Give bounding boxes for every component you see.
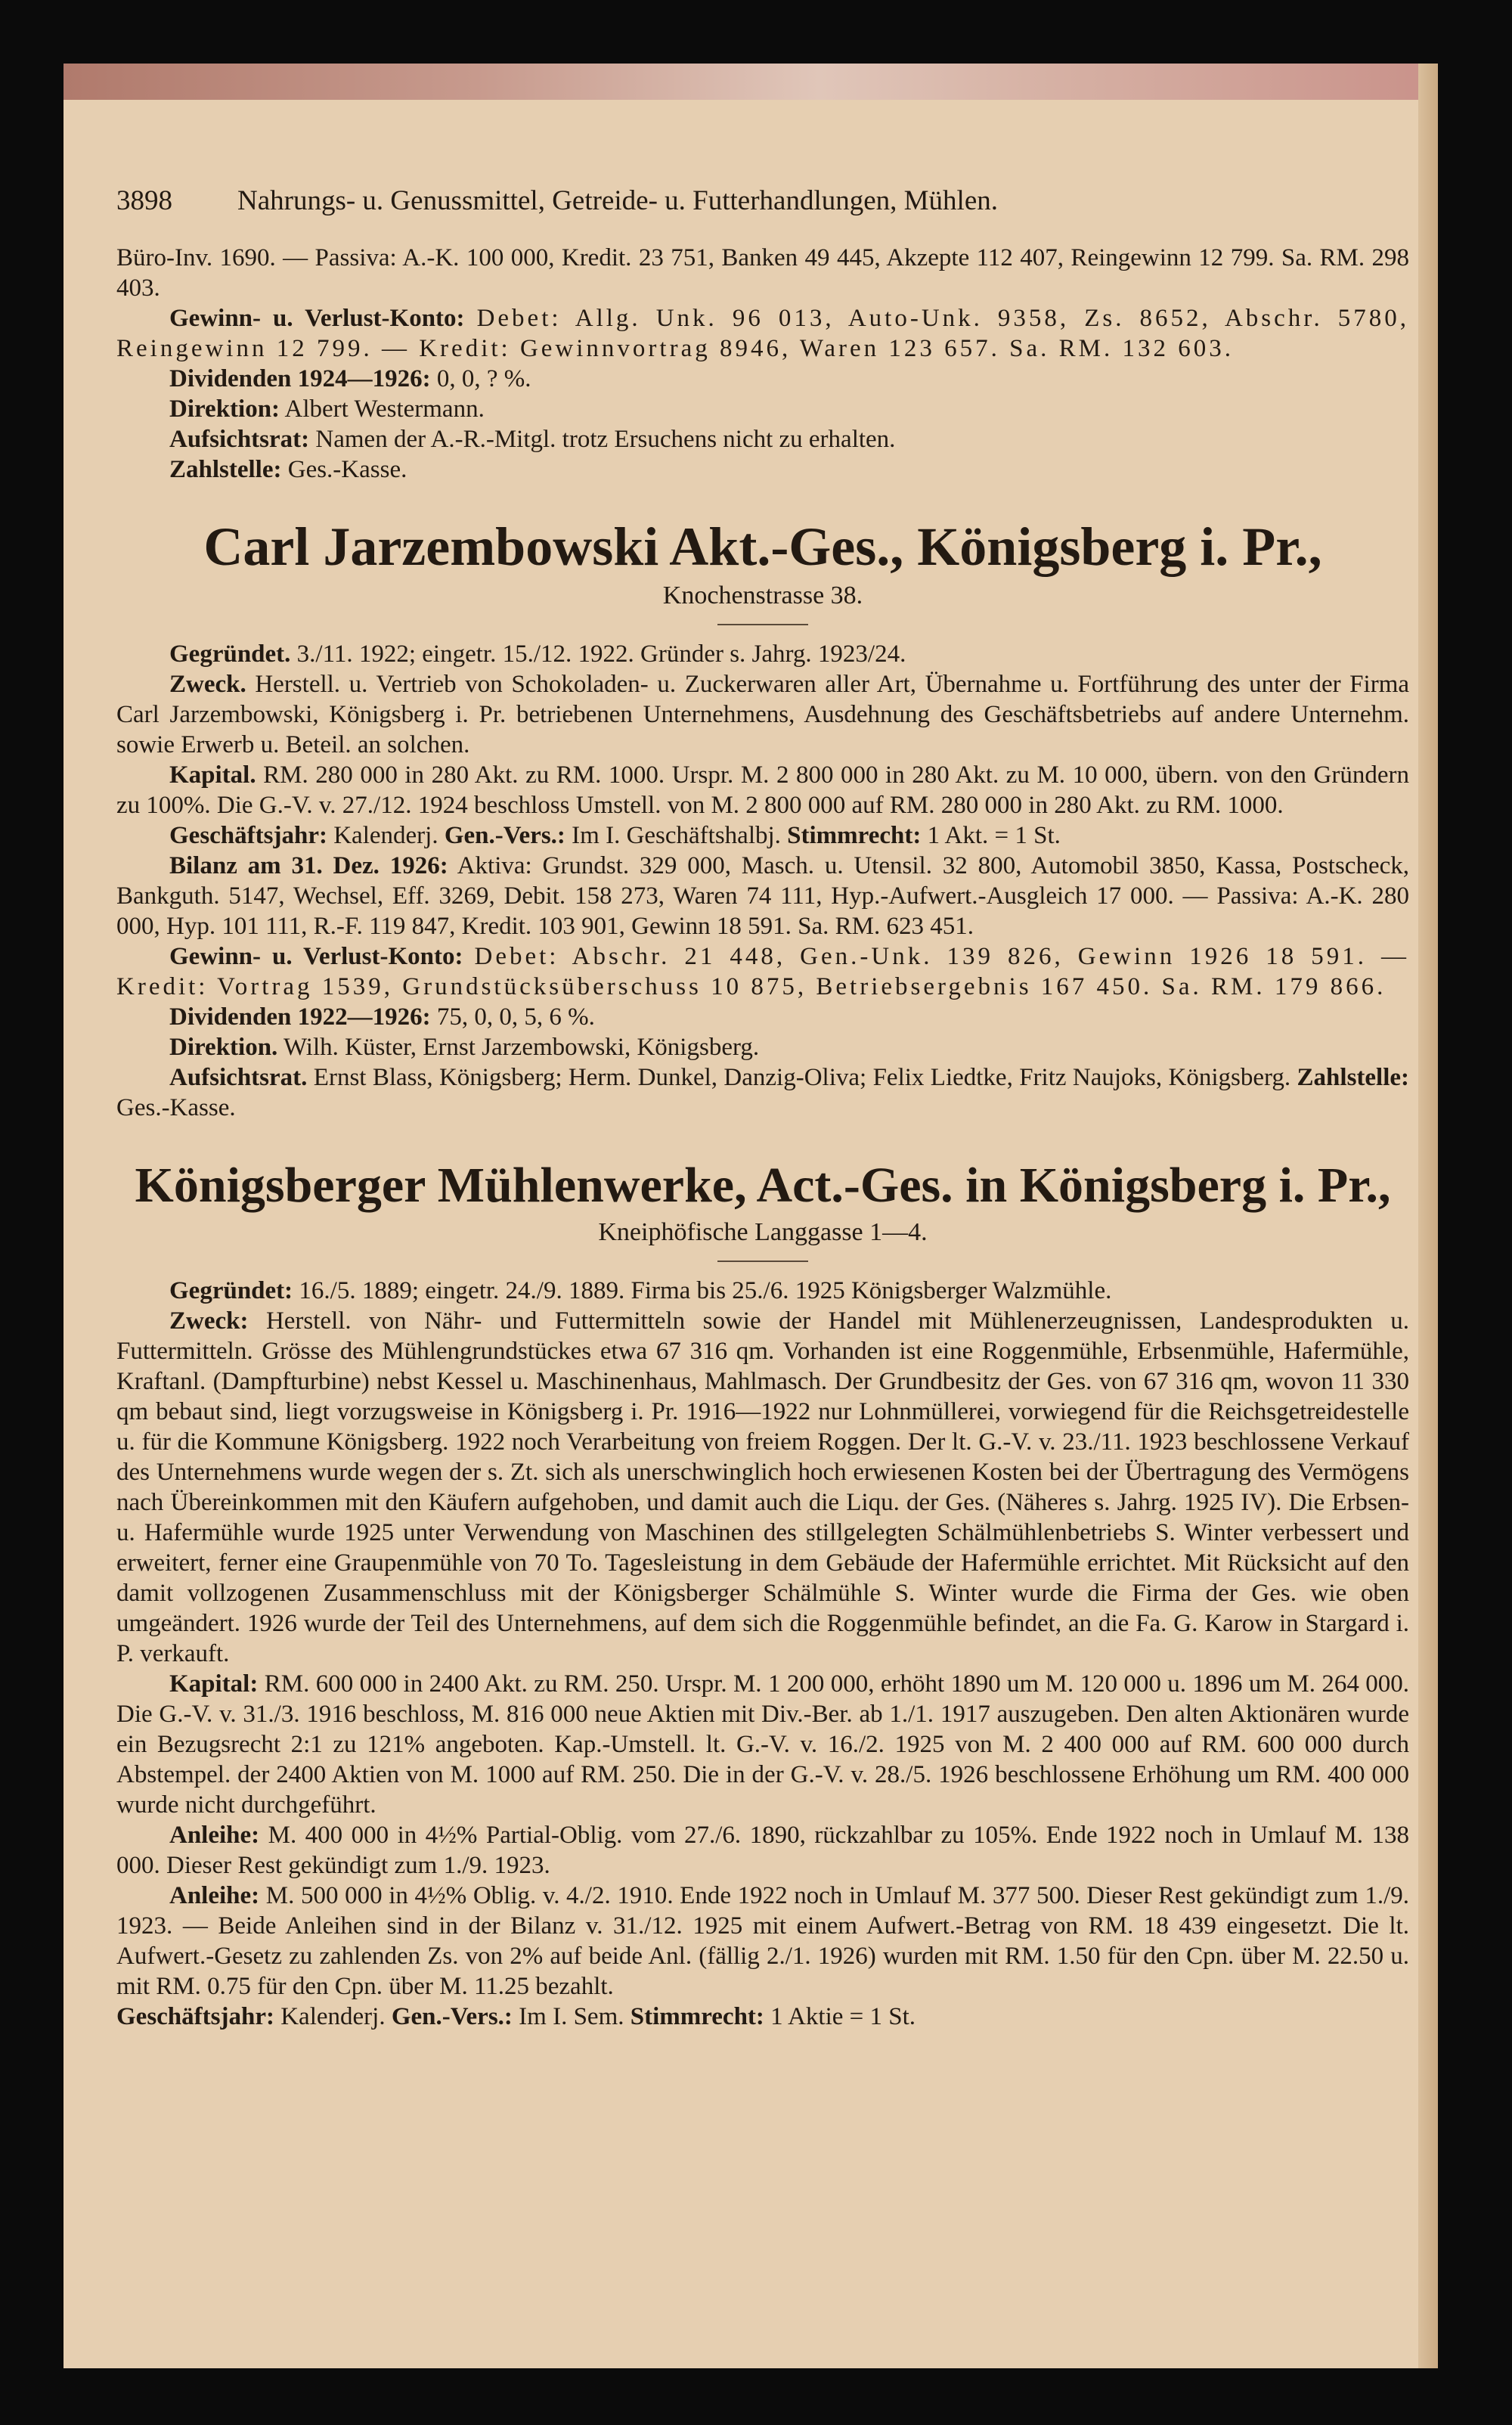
direktion-paragraph <box>116 394 1409 424</box>
guv-text: Debet: Abschr. 21 448, Gen.-Unk. 139 826, Gewinn 1926 18 591. — Kredit: Vortrag 1539, Grundstücksüberschuss 10 875, Betriebsergebnis 167 450. Sa. RM. 179 866. <box>116 943 1409 1000</box>
geschaeftsjahr-paragraph <box>116 2002 1409 2032</box>
intro-entry <box>116 243 1409 485</box>
aufsichtsrat-paragraph <box>116 424 1409 454</box>
company-title: Königsberger Mühlenwerke, Act.-Ges. in Königsberg i. Pr., <box>135 1158 1391 1213</box>
direktion-text: Albert Westermann. <box>284 395 485 423</box>
dividenden-label: Dividenden 1924—1926: <box>169 365 431 392</box>
geschaeftsjahr-label: Geschäftsjahr: <box>169 822 327 849</box>
address-rule <box>717 1261 808 1262</box>
aufsichtsrat-label: Aufsichtsrat. <box>169 1064 308 1091</box>
company-entry-muehlenwerke <box>116 1156 1409 2032</box>
running-title: Nahrungs- u. Genussmittel, Getreide- u. Futterhandlungen, Mühlen. <box>237 185 998 216</box>
book-spine-edge <box>1418 64 1438 2368</box>
geschaeftsjahr-label: Geschäftsjahr: <box>116 2003 274 2030</box>
zweck-paragraph <box>116 669 1409 760</box>
guv-paragraph <box>116 941 1409 1002</box>
company-address: Knochenstrasse 38. <box>662 581 863 609</box>
zweck-label: Zweck. <box>169 671 246 698</box>
guv-label: Gewinn- u. Verlust-Konto: <box>169 943 463 970</box>
kapital-paragraph <box>116 760 1409 820</box>
page-number: 3898 <box>116 185 172 216</box>
dividenden-text: 75, 0, 0, 5, 6 %. <box>436 1003 595 1031</box>
geschaeftsjahr-paragraph <box>116 820 1409 851</box>
stimmrecht-text: 1 Akt. = 1 St. <box>927 822 1061 849</box>
direktion-text: Wilh. Küster, Ernst Jarzembowski, Königsberg. <box>283 1034 760 1061</box>
direktion-label: Direktion. <box>169 1034 278 1061</box>
kapital-label: Kapital: <box>169 1670 259 1698</box>
kapital-text: RM. 600 000 in 2400 Akt. zu RM. 250. Urspr. M. 1 200 000, erhöht 1890 um M. 120 000 u. 1896 um M. 264 000. Die G.-V. v. 31./3. 1916 beschloss, M. 816 000 neue Aktien mit Div.-Ber. ab 1./1. 1917 auszugeben. Den alten Aktionären wurde ein Bezugsrecht 2:1 zu 121% angeboten. Kap.-Umstell. lt. G.-V. v. 16./2. 1925 von M. 2 400 000 auf RM. 600 000 durch Abstempel. der 2400 Aktien von M. 1000 auf RM. 250. Die in der G.-V. v. 28./5. 1926 beschlossene Erhöhung um RM. 400 000 wurde nicht durchgeführt. <box>116 1670 1410 1819</box>
company-entry-jarzembowski <box>116 515 1409 1123</box>
bilanz-text: Aktiva: Grundst. 329 000, Masch. u. Utensil. 32 800, Automobil 3850, Kassa, Postscheck, Bankguth. 5147, Wechsel, Eff. 3269, Debit. 158 273, Waren 74 111, Hyp.-Aufwert.-Ausgleich 17 000. — Passiva: A.-K. 280 000, Hyp. 101 111, R.-F. 119 847, Kredit. 103 901, Gewinn 18 591. Sa. RM. 623 451. <box>116 852 1410 940</box>
gv-konto-paragraph <box>116 303 1409 364</box>
kapital-text: RM. 280 000 in 280 Akt. zu RM. 1000. Urspr. M. 2 800 000 in 280 Akt. zu M. 10 000, übern. von den Gründern zu 100%. Die G.-V. v. 27./12. 1924 beschloss Umstell. von M. 2 800 000 auf RM. 280 000 in 280 Akt. zu RM. 1000. <box>116 761 1410 819</box>
zahlstelle-paragraph <box>116 454 1409 485</box>
stimmrecht-label: Stimmrecht: <box>630 2003 764 2030</box>
kapital-label: Kapital. <box>169 761 256 789</box>
page-content <box>116 185 1409 2032</box>
zweck-paragraph <box>116 1306 1409 1669</box>
anleihe-2-label: Anleihe: <box>169 1882 260 1909</box>
bilanz-continuation: Büro-Inv. 1690. — Passiva: A.-K. 100 000, Kredit. 23 751, Banken 49 445, Akzepte 112 407, Reingewinn 12 799. Sa. RM. 298 403. <box>116 244 1409 302</box>
zweck-text: Herstell. u. Vertrieb von Schokoladen- u. Zuckerwaren aller Art, Übernahme u. Fortführung des unter der Firma Carl Jarzembowski, Königsberg i. Pr. betriebenen Unternehmens, Ausdehnung des Geschäftsbetriebs auf andere Unternehm. sowie Erwerb u. Beteil. an solchen. <box>116 671 1410 758</box>
zweck-label: Zweck: <box>169 1307 249 1335</box>
dividenden-text: 0, 0, ? %. <box>436 365 531 392</box>
zahlstelle-label: Zahlstelle: <box>1297 1064 1410 1091</box>
gegruendet-paragraph <box>116 1276 1409 1306</box>
company-title: Carl Jarzembowski Akt.-Ges., Königsberg i. Pr., <box>203 516 1322 577</box>
zahlstelle-text: Ges.-Kasse. <box>287 456 407 483</box>
page-edge-strip <box>64 64 1438 100</box>
gegruendet-text: 3./11. 1922; eingetr. 15./12. 1922. Gründer s. Jahrg. 1923/24. <box>296 640 906 668</box>
scanned-page <box>64 64 1438 2368</box>
direktion-label: Direktion: <box>169 395 280 423</box>
geschaeftsjahr-text: Kalenderj. <box>280 2003 386 2030</box>
running-header <box>116 185 1409 217</box>
gegruendet-paragraph <box>116 639 1409 669</box>
geschaeftsjahr-text: Kalenderj. <box>333 822 438 849</box>
gen-vers-label: Gen.-Vers.: <box>391 2003 513 2030</box>
company-address: Kneiphöfische Langgasse 1—4. <box>598 1218 928 1246</box>
dividenden-paragraph <box>116 1002 1409 1032</box>
kapital-paragraph <box>116 1669 1409 1820</box>
zweck-text: Herstell. von Nähr- und Futtermitteln sowie der Handel mit Mühlenerzeugnissen, Landesprodukten u. Futtermitteln. Grösse des Mühlengrundstückes etwa 67 316 qm. Vorhanden ist eine Roggenmühle, Erbsenmühle, Hafermühle, Kraftanl. (Dampfturbine) nebst Kessel u. Maschinenhaus, Mahlmasch. Der Grundbesitz der Ges. von 67 316 qm, wovon 11 330 qm bebaut sind, liegt vorzugsweise in Königsberg i. Pr. 1916—1922 nur Lohnmüllerei, vorwiegend für die Reichsgetreidestelle u. für die Kommune Königsberg. 1922 noch Verarbeitung von freiem Roggen. Der lt. G.-V. v. 23./11. 1923 beschlossene Verkauf des Unternehmens wurde wegen der s. Zt. sich als unerschwinglich hoch erwiesenen Kosten bei der Übertragung des Vermögens nach Übereinkommen mit den Käufern aufgehoben, und damit auch die Liqu. der Ges. (Näheres s. Jahrg. 1925 IV). Die Erbsen- u. Hafermühle wurde 1925 unter Verwendung von Maschinen des stillgelegten Schälmühlenbetriebs S. Winter verbessert und erweitert, ferner eine Graupenmühle von 70 To. Tagesleistung in dem Gebäude der Hafermühle errichtet. Mit Rücksicht auf den damit vollzogenen Zusammenschluss mit der Königsberger Schälmühle S. Winter wurde die Firma der Ges. wie oben umgeändert. 1926 wurde der Teil des Unternehmens, auf dem sich die Roggenmühle befindet, an die Fa. G. Karow in Stargard i. P. verkauft. <box>116 1307 1410 1667</box>
gegruendet-text: 16./5. 1889; eingetr. 24./9. 1889. Firma bis 25./6. 1925 Königsberger Walzmühle. <box>299 1277 1112 1304</box>
address-rule <box>717 624 808 625</box>
dividenden-paragraph <box>116 364 1409 394</box>
dividenden-label: Dividenden 1922—1926: <box>169 1003 431 1031</box>
gegruendet-label: Gegründet: <box>169 1277 293 1304</box>
aufsichtsrat-paragraph <box>116 1062 1409 1123</box>
anleihe-1-text: M. 400 000 in 4½% Partial-Oblig. vom 27./6. 1890, rückzahlbar zu 105%. Ende 1922 noch in Umlauf M. 138 000. Dieser Rest gekündigt zum 1./9. 1923. <box>116 1822 1409 1879</box>
aufsichtsrat-text: Ernst Blass, Königsberg; Herm. Dunkel, Danzig-Oliva; Felix Liedtke, Fritz Naujoks, Königsberg. <box>313 1064 1291 1091</box>
bilanz-label: Bilanz am 31. Dez. 1926: <box>169 852 448 879</box>
anleihe-1-label: Anleihe: <box>169 1822 260 1849</box>
zahlstelle-text: Ges.-Kasse. <box>116 1094 236 1121</box>
anleihe-2-text: M. 500 000 in 4½% Oblig. v. 4./2. 1910. Ende 1922 noch in Umlauf M. 377 500. Dieser Rest gekündigt zum 1./9. 1923. — Beide Anleihen sind in der Bilanz v. 31./12. 1925 mit einem Aufwert.-Betrag von RM. 18 439 eingesetzt. Die lt. Aufwert.-Gesetz zu zahlenden Zs. von 2% auf beide Anl. (fällig 2./1. 1926) wurden mit RM. 1.50 für den Cpn. über M. 22.50 u. mit RM. 0.75 für den Cpn. über M. 11.25 bezahlt. <box>116 1882 1409 2000</box>
aufsichtsrat-label: Aufsichtsrat: <box>169 426 310 453</box>
anleihe-2-paragraph <box>116 1881 1409 2002</box>
anleihe-1-paragraph <box>116 1820 1409 1881</box>
gen-vers-label: Gen.-Vers.: <box>444 822 565 849</box>
gen-vers-text: Im I. Geschäftshalbj. <box>572 822 781 849</box>
stimmrecht-label: Stimmrecht: <box>787 822 922 849</box>
aufsichtsrat-text: Namen der A.-R.-Mitgl. trotz Ersuchens nicht zu erhalten. <box>315 426 896 453</box>
stimmrecht-text: 1 Aktie = 1 St. <box>770 2003 916 2030</box>
gegruendet-label: Gegründet. <box>169 640 291 668</box>
gv-konto-text: Debet: Allg. Unk. 96 013, Auto-Unk. 9358, Zs. 8652, Abschr. 5780, Reingewinn 12 799. — Kredit: Gewinnvortrag 8946, Waren 123 657. Sa. RM. 132 603. <box>116 305 1409 362</box>
gv-konto-label: Gewinn- u. Verlust-Konto: <box>169 305 465 332</box>
bilanz-paragraph <box>116 851 1409 941</box>
zahlstelle-label: Zahlstelle: <box>169 456 282 483</box>
gen-vers-text: Im I. Sem. <box>519 2003 624 2030</box>
direktion-paragraph <box>116 1032 1409 1062</box>
